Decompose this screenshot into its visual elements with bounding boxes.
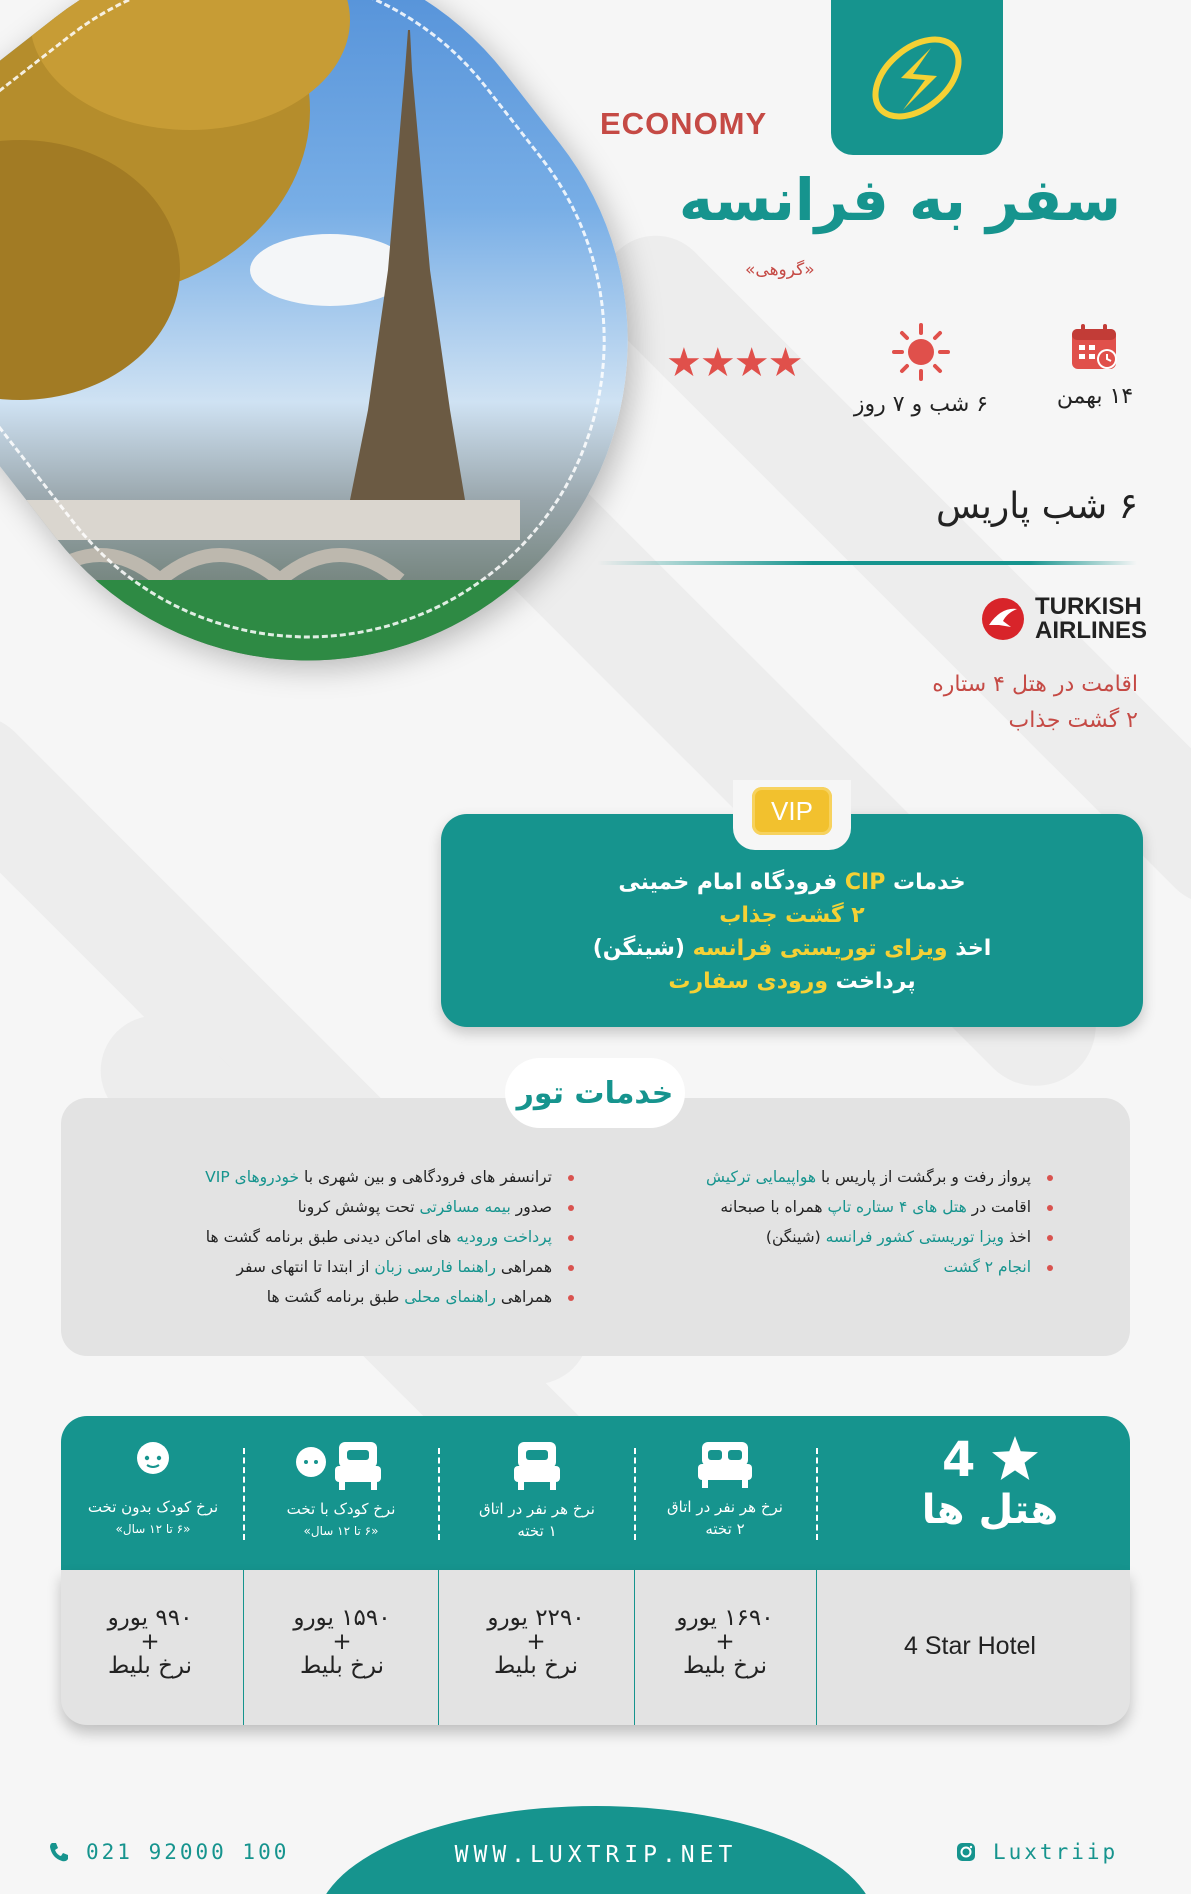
col-child-with-bed: نرخ کودک با تخت «۶ تا ۱۲ سال»	[256, 1440, 426, 1542]
luxtrip-logo	[831, 0, 1003, 155]
list-item: صدور بیمه مسافرتی تحت پوشش کرونا	[205, 1192, 574, 1222]
calendar-icon	[1069, 322, 1121, 374]
date-label: ۱۴ بهمن	[1056, 384, 1134, 409]
col-child-without-bed: نرخ کودک بدون تخت «۶ تا ۱۲ سال»	[68, 1440, 238, 1540]
header-separator	[634, 1448, 636, 1540]
vip-line-1: خدمات CIP فرودگاه امام خمینی	[618, 870, 966, 895]
duration-info	[846, 322, 996, 417]
child-icon	[135, 1440, 171, 1476]
page-title: سفر به فرانسه	[678, 166, 1121, 234]
single-bed-icon	[514, 1440, 560, 1490]
instagram-contact[interactable]	[955, 1840, 1118, 1864]
class-label: ECONOMY	[600, 106, 768, 141]
price-child-without-bed: ۹۹۰ یورو + نرخ بلیط	[107, 1605, 193, 1679]
luxtrip-logo-icon	[863, 24, 971, 132]
body-separator	[243, 1570, 244, 1725]
col-single-room: نرخ هر نفر در اتاق ۱ تخته	[452, 1440, 622, 1542]
route-label: ۶ شب پاریس	[935, 486, 1138, 527]
hotel-star-count: 4	[941, 1432, 976, 1488]
list-item: ترانسفر های فرودگاهی و بین شهری با خودروهای VIP	[205, 1162, 574, 1192]
body-separator	[438, 1570, 439, 1725]
header-separator	[243, 1448, 245, 1540]
airline-logo	[981, 595, 1151, 643]
star-icon	[992, 1436, 1038, 1480]
vip-line-4: پرداخت ورودی سفارت	[668, 969, 916, 994]
website-link[interactable]: WWW.LUXTRIP.NET	[454, 1842, 738, 1868]
hotel-stars: ★★★★	[666, 340, 802, 386]
list-item: پرداخت ورودیه های اماکن دیدنی طبق برنامه گشت ها	[205, 1222, 574, 1252]
price-table-body-top	[61, 1570, 1130, 1610]
airline-name-line2: AIRLINES	[1035, 617, 1148, 644]
hotel-header-label: هتل ها	[921, 1487, 1059, 1533]
phone-icon	[48, 1841, 70, 1863]
services-list-left	[205, 1162, 574, 1312]
vip-line-2: ۲ گشت جذاب	[719, 903, 865, 928]
date-info	[1040, 322, 1150, 409]
price-child-with-bed: ۱۵۹۰ یورو + نرخ بلیط	[293, 1605, 391, 1679]
hotel-name: 4 Star Hotel	[903, 1632, 1036, 1660]
phone-contact[interactable]	[48, 1840, 289, 1864]
list-item: انجام ۲ گشت	[706, 1252, 1053, 1282]
turkish-airlines-icon	[981, 597, 1025, 641]
phone-number: 021 92000 100	[86, 1840, 290, 1864]
tour-services-title: خدمات تور	[505, 1058, 685, 1128]
header-separator	[438, 1448, 440, 1540]
body-separator	[816, 1570, 817, 1725]
double-bed-icon	[698, 1440, 752, 1488]
tour-type: «گروهی»	[745, 260, 815, 280]
list-item: پرواز رفت و برگشت از پاریس با هواپیمایی ترکیش	[706, 1162, 1053, 1192]
child-with-bed-icon	[291, 1440, 391, 1490]
sun-icon	[891, 322, 951, 382]
airline-name-line1: TURKISH	[1035, 593, 1142, 620]
feature-tours: ۲ گشت جذاب	[1008, 708, 1138, 733]
divider-line	[597, 561, 1137, 565]
instagram-handle: Luxtriip	[993, 1840, 1119, 1864]
list-item: همراهی راهنما فارسی زبان از ابتدا تا انتهای سفر	[205, 1252, 574, 1282]
vip-badge: VIP	[752, 787, 832, 835]
duration-label: ۶ شب و ۷ روز	[853, 392, 989, 417]
services-list-right	[706, 1162, 1053, 1282]
list-item: اقامت در هتل های ۴ ستاره تاپ همراه با صبحانه	[706, 1192, 1053, 1222]
vip-line-3: اخذ ویزای توریستی فرانسه (شینگن)	[592, 936, 992, 961]
body-separator	[634, 1570, 635, 1725]
feature-hotel: اقامت در هتل ۴ ستاره	[932, 672, 1138, 697]
price-double: ۱۶۹۰ یورو + نرخ بلیط	[676, 1605, 774, 1679]
col-double-room: نرخ هر نفر در اتاق ۲ تخته	[640, 1440, 810, 1540]
list-item: اخذ ویزا توریستی کشور فرانسه (شینگن)	[706, 1222, 1053, 1252]
price-single: ۲۲۹۰ یورو + نرخ بلیط	[487, 1605, 585, 1679]
header-separator	[816, 1448, 818, 1540]
hotel-column-header	[890, 1432, 1090, 1536]
list-item: همراهی راهنمای محلی طبق برنامه گشت ها	[205, 1282, 574, 1312]
instagram-icon	[955, 1841, 977, 1863]
